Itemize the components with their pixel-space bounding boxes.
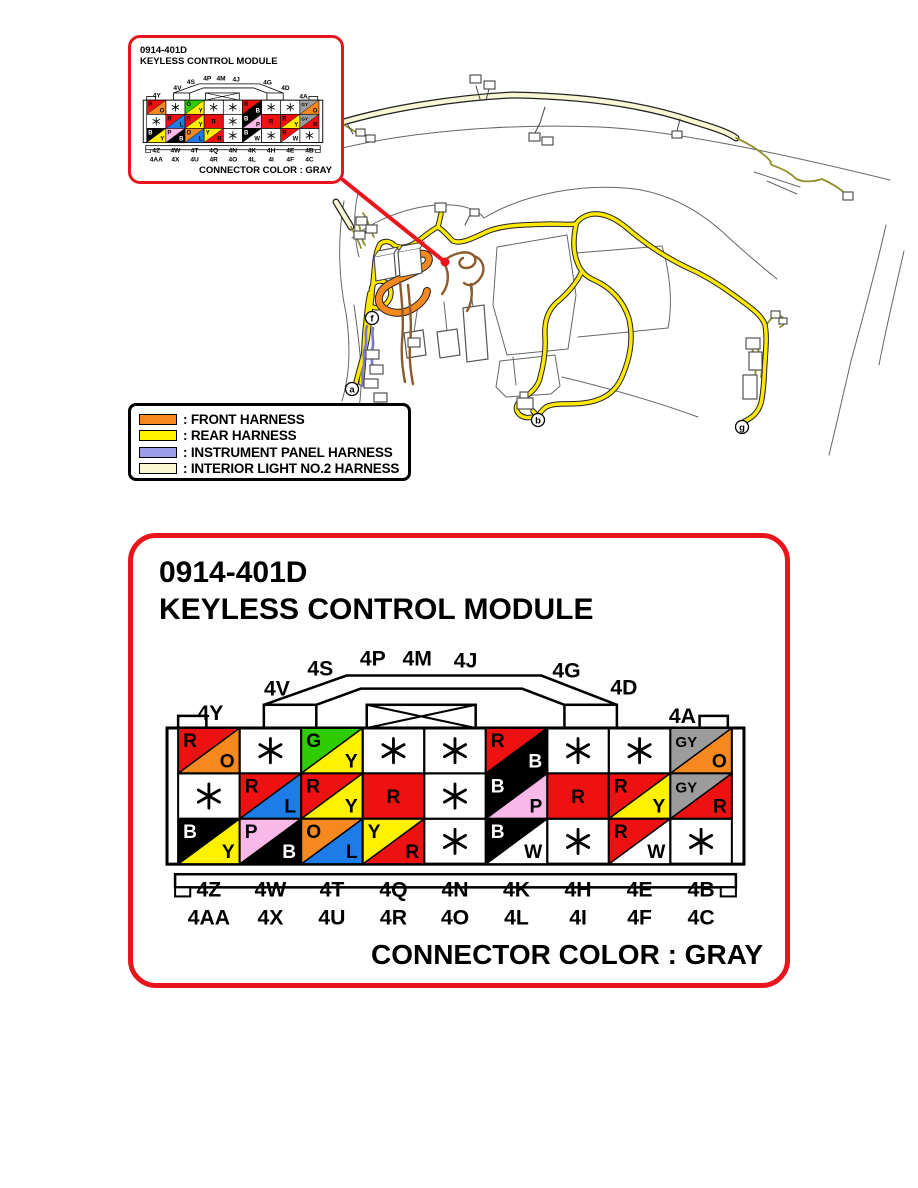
svg-text:4G: 4G bbox=[263, 79, 272, 87]
svg-text:4C: 4C bbox=[305, 156, 314, 164]
svg-text:4Z: 4Z bbox=[196, 878, 222, 902]
svg-text:L: L bbox=[198, 136, 203, 143]
connector-id: 0914-401D bbox=[140, 45, 188, 56]
pin-cell-split bbox=[242, 100, 261, 114]
pin-cell-split bbox=[301, 819, 363, 864]
svg-text:4Q: 4Q bbox=[209, 147, 219, 155]
pin-cell-split bbox=[240, 819, 302, 864]
connector-id: 0914-401D bbox=[159, 556, 308, 589]
svg-text:R: R bbox=[282, 116, 287, 123]
svg-text:Y: Y bbox=[198, 108, 203, 115]
svg-text:P: P bbox=[256, 122, 260, 129]
pin-cell-split bbox=[300, 114, 319, 128]
connector-color-label: CONNECTOR COLOR : GRAY bbox=[198, 165, 332, 176]
pin-cell-split bbox=[242, 114, 261, 128]
svg-text:4O: 4O bbox=[440, 906, 470, 930]
svg-text:4O: 4O bbox=[228, 156, 238, 164]
pin-cell-split bbox=[301, 728, 363, 773]
svg-text:R: R bbox=[244, 776, 259, 798]
svg-text:4M: 4M bbox=[402, 647, 432, 671]
pin-cell-split bbox=[185, 114, 204, 128]
pin-cell-split bbox=[609, 773, 671, 818]
svg-text:O: O bbox=[306, 821, 322, 843]
connector-name: KEYLESS CONTROL MODULE bbox=[140, 56, 278, 67]
svg-text:4H: 4H bbox=[564, 878, 592, 902]
svg-text:R: R bbox=[167, 116, 172, 123]
pin-cell-split bbox=[300, 100, 319, 114]
svg-text:R: R bbox=[613, 821, 628, 843]
pin-cell-split bbox=[670, 773, 732, 818]
pin-cell-split bbox=[242, 128, 261, 142]
svg-text:4M: 4M bbox=[216, 75, 226, 83]
svg-text:R: R bbox=[490, 731, 505, 753]
svg-text:4S: 4S bbox=[307, 657, 334, 681]
legend-swatch bbox=[139, 414, 177, 425]
svg-text:4W: 4W bbox=[254, 878, 287, 902]
svg-text:O: O bbox=[219, 751, 235, 773]
interior-light-harness bbox=[336, 95, 736, 227]
marker-f bbox=[366, 312, 379, 325]
pin-cell-split bbox=[281, 128, 300, 142]
svg-text:4T: 4T bbox=[319, 878, 345, 902]
svg-text:4Y: 4Y bbox=[197, 701, 224, 725]
svg-text:4J: 4J bbox=[453, 649, 478, 673]
pin-cell-split bbox=[178, 819, 240, 864]
svg-text:Y: Y bbox=[367, 821, 381, 843]
svg-text:L: L bbox=[345, 842, 358, 864]
svg-text:R: R bbox=[183, 731, 198, 753]
svg-text:4E: 4E bbox=[286, 147, 295, 155]
connector-pinout-diagram-large bbox=[163, 632, 748, 945]
connector-name: KEYLESS CONTROL MODULE bbox=[159, 593, 594, 626]
svg-text:4D: 4D bbox=[281, 84, 290, 92]
svg-text:R: R bbox=[148, 102, 153, 109]
svg-text:B: B bbox=[148, 130, 153, 137]
svg-text:W: W bbox=[647, 842, 666, 864]
pin-cell-split bbox=[486, 728, 548, 773]
svg-text:Y: Y bbox=[160, 136, 165, 143]
svg-text:4B: 4B bbox=[687, 878, 715, 902]
harness-legend bbox=[128, 403, 411, 481]
svg-text:g: g bbox=[739, 422, 745, 434]
svg-text:4V: 4V bbox=[173, 85, 182, 93]
svg-text:B: B bbox=[490, 821, 505, 843]
pin-cell-split bbox=[301, 773, 363, 818]
svg-text:4B: 4B bbox=[305, 147, 314, 155]
svg-text:W: W bbox=[292, 136, 299, 143]
pin-cell-split bbox=[185, 100, 204, 114]
svg-text:4A: 4A bbox=[299, 93, 308, 101]
marker-b bbox=[532, 414, 545, 427]
connector-blocks bbox=[348, 75, 853, 409]
svg-text:4AA: 4AA bbox=[149, 156, 163, 164]
svg-text:4F: 4F bbox=[627, 906, 652, 930]
svg-text:Y: Y bbox=[205, 130, 210, 137]
pin-cell-split bbox=[240, 773, 302, 818]
svg-text:Y: Y bbox=[221, 842, 235, 864]
legend-item-0 bbox=[139, 411, 408, 428]
svg-text:Y: Y bbox=[294, 122, 299, 129]
svg-text:B: B bbox=[243, 116, 249, 123]
svg-text:O: O bbox=[312, 108, 318, 115]
svg-text:4X: 4X bbox=[171, 156, 180, 164]
svg-text:4U: 4U bbox=[318, 906, 346, 930]
svg-text:O: O bbox=[186, 130, 192, 137]
legend-item-1 bbox=[139, 428, 408, 445]
svg-text:P: P bbox=[167, 130, 172, 137]
connector-callout-small bbox=[128, 35, 344, 184]
svg-text:B: B bbox=[179, 136, 184, 143]
svg-text:B: B bbox=[255, 108, 260, 115]
svg-text:R: R bbox=[613, 776, 628, 798]
svg-text:4X: 4X bbox=[257, 906, 284, 930]
pin-cell-split bbox=[166, 114, 185, 128]
marker-g bbox=[736, 421, 749, 434]
svg-text:4R: 4R bbox=[379, 906, 408, 930]
svg-text:R: R bbox=[211, 119, 216, 126]
svg-text:4P: 4P bbox=[203, 75, 212, 83]
pin-cell-split bbox=[670, 728, 732, 773]
svg-text:4A: 4A bbox=[668, 704, 696, 728]
svg-text:R: R bbox=[268, 119, 274, 126]
svg-text:R: R bbox=[306, 776, 321, 798]
svg-text:4E: 4E bbox=[626, 878, 653, 902]
svg-text:Y: Y bbox=[344, 751, 358, 773]
svg-text:4I: 4I bbox=[569, 906, 587, 930]
svg-text:4V: 4V bbox=[264, 677, 290, 701]
svg-text:4P: 4P bbox=[359, 647, 386, 671]
svg-text:a: a bbox=[349, 384, 355, 396]
svg-text:O: O bbox=[711, 751, 727, 773]
svg-text:4K: 4K bbox=[502, 878, 531, 902]
svg-text:O: O bbox=[159, 108, 165, 115]
pedal bbox=[437, 329, 460, 358]
svg-text:G: G bbox=[186, 102, 192, 109]
legend-label: : FRONT HARNESS bbox=[183, 411, 305, 427]
svg-text:L: L bbox=[179, 122, 184, 129]
pin-cell-split bbox=[147, 100, 166, 114]
svg-text:R: R bbox=[712, 796, 727, 818]
svg-text:R: R bbox=[386, 787, 401, 809]
legend-label: : INSTRUMENT PANEL HARNESS bbox=[183, 444, 393, 460]
legend-swatch bbox=[139, 447, 177, 458]
svg-text:GY: GY bbox=[301, 102, 309, 108]
svg-text:R: R bbox=[282, 130, 287, 137]
svg-text:4AA: 4AA bbox=[187, 906, 231, 930]
svg-text:4L: 4L bbox=[504, 906, 529, 930]
legend-label: : REAR HARNESS bbox=[183, 428, 297, 444]
legend-label: : INTERIOR LIGHT NO.2 HARNESS bbox=[183, 461, 400, 477]
svg-text:GY: GY bbox=[675, 734, 698, 752]
pin-cell-split bbox=[363, 819, 425, 864]
svg-text:R: R bbox=[186, 116, 191, 123]
svg-text:4I: 4I bbox=[268, 156, 274, 164]
svg-text:Y: Y bbox=[198, 122, 203, 129]
svg-text:R: R bbox=[405, 842, 420, 864]
pin-cell-split bbox=[281, 114, 300, 128]
svg-text:4Q: 4Q bbox=[379, 878, 408, 902]
svg-text:G: G bbox=[306, 731, 322, 753]
svg-text:W: W bbox=[254, 136, 260, 143]
pedal bbox=[463, 305, 488, 362]
svg-text:4S: 4S bbox=[186, 78, 195, 86]
svg-text:R: R bbox=[217, 136, 222, 143]
harness-routing-illustration bbox=[330, 55, 918, 485]
pin-cell-split bbox=[486, 773, 548, 818]
svg-text:R: R bbox=[571, 787, 585, 809]
dashboard-outline bbox=[335, 126, 904, 455]
svg-text:4U: 4U bbox=[190, 156, 199, 164]
svg-text:4F: 4F bbox=[286, 156, 295, 164]
legend-item-2 bbox=[139, 444, 408, 461]
pin-cell-split bbox=[166, 128, 185, 142]
svg-text:4N: 4N bbox=[228, 147, 238, 155]
pin-cell-split bbox=[147, 128, 166, 142]
svg-text:R: R bbox=[243, 102, 249, 109]
pin-cell-split bbox=[178, 728, 240, 773]
legend-item-3 bbox=[139, 461, 408, 478]
svg-text:4G: 4G bbox=[552, 659, 581, 683]
legend-swatch bbox=[139, 430, 177, 441]
svg-text:4R: 4R bbox=[209, 156, 218, 164]
svg-text:B: B bbox=[528, 751, 543, 773]
svg-text:4W: 4W bbox=[170, 147, 181, 155]
pin-cell-split bbox=[204, 128, 223, 142]
svg-text:L: L bbox=[284, 796, 297, 818]
svg-text:4T: 4T bbox=[190, 147, 199, 155]
svg-text:4Y: 4Y bbox=[152, 92, 161, 100]
svg-text:B: B bbox=[282, 842, 297, 864]
marker-a bbox=[346, 383, 359, 396]
pin-cell-split bbox=[609, 819, 671, 864]
svg-text:4K: 4K bbox=[247, 147, 257, 155]
svg-text:4J: 4J bbox=[232, 76, 240, 84]
svg-text:B: B bbox=[243, 130, 249, 137]
connector-color-label: CONNECTOR COLOR : GRAY bbox=[370, 939, 763, 970]
svg-text:4C: 4C bbox=[687, 906, 715, 930]
svg-text:4N: 4N bbox=[441, 878, 469, 902]
svg-text:4Z: 4Z bbox=[152, 147, 161, 155]
svg-text:4L: 4L bbox=[248, 156, 256, 164]
svg-text:f: f bbox=[370, 313, 374, 325]
svg-text:GY: GY bbox=[675, 779, 698, 797]
svg-text:b: b bbox=[535, 415, 541, 427]
connector-callout-large bbox=[128, 533, 790, 988]
pin-cell-split bbox=[185, 128, 204, 142]
svg-text:P: P bbox=[244, 821, 258, 843]
svg-text:P: P bbox=[529, 796, 543, 818]
pin-cell-split bbox=[486, 819, 548, 864]
svg-text:4D: 4D bbox=[610, 676, 638, 700]
svg-text:Y: Y bbox=[652, 796, 666, 818]
svg-text:4H: 4H bbox=[266, 147, 276, 155]
svg-text:Y: Y bbox=[344, 796, 358, 818]
svg-text:GY: GY bbox=[301, 116, 309, 122]
svg-text:B: B bbox=[490, 776, 505, 798]
legend-swatch bbox=[139, 463, 177, 474]
connector-pinout-diagram-small bbox=[142, 70, 324, 168]
svg-text:R: R bbox=[313, 122, 318, 129]
svg-text:B: B bbox=[183, 821, 198, 843]
svg-text:W: W bbox=[524, 842, 543, 864]
